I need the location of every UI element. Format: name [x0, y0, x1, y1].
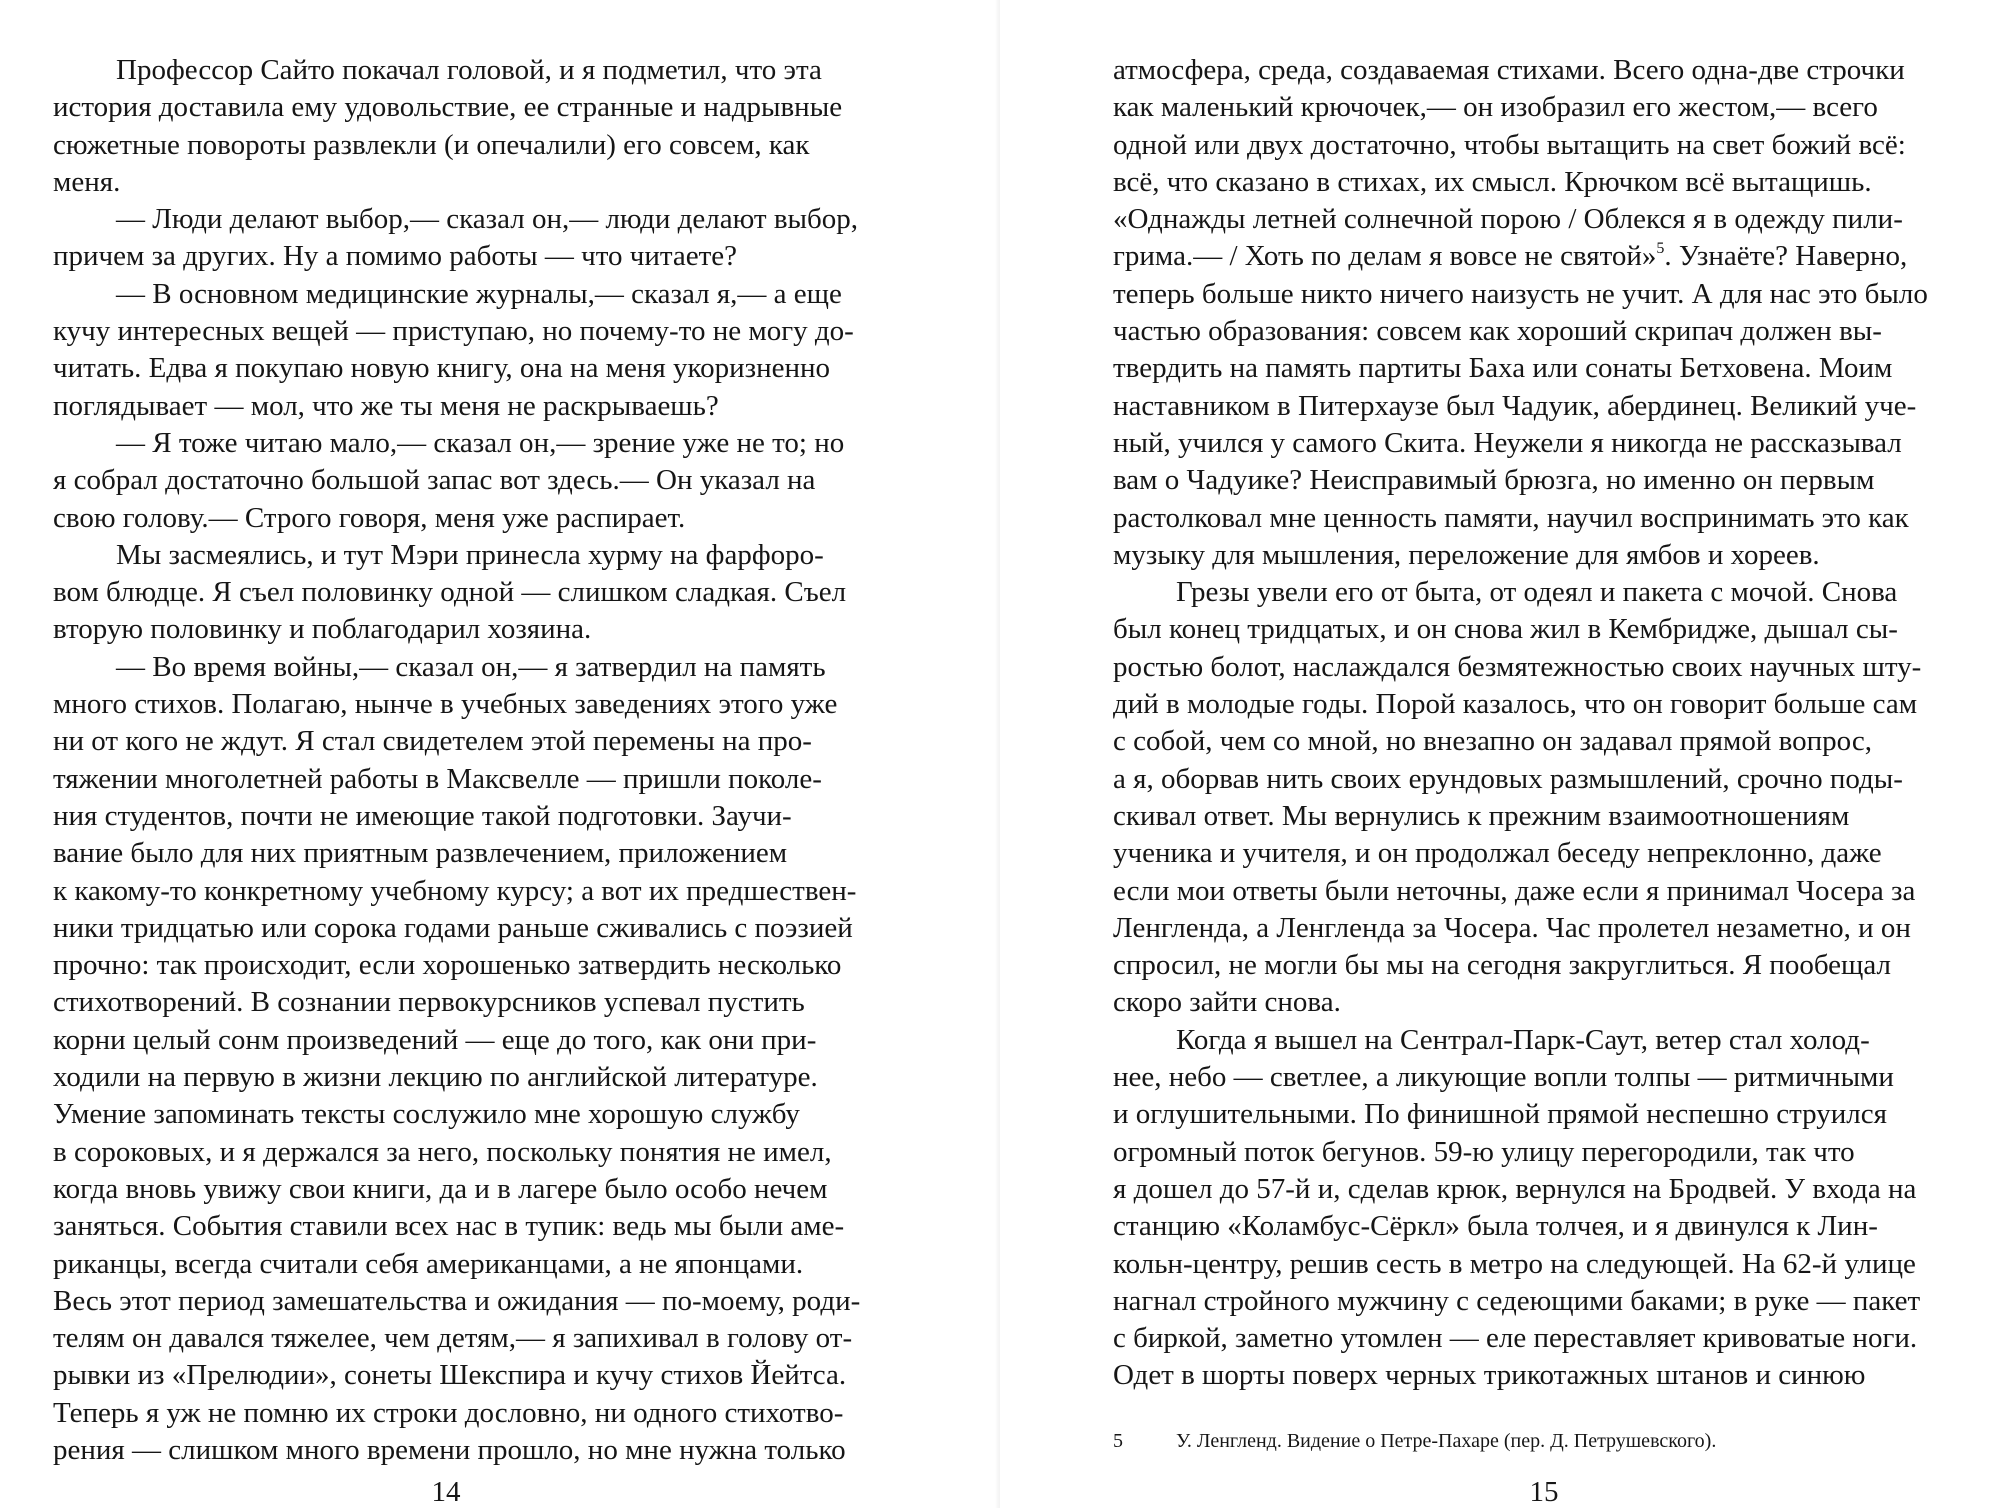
text-line: свою голову.— Строго говоря, меня уже распирает. — [53, 501, 686, 534]
text-line: Когда я вышел на Сентрал-Парк-Саут, ветер стал холод- — [1176, 1023, 1870, 1056]
text-line: заняться. События ставили всех нас в тупик: ведь мы были аме- — [53, 1210, 845, 1243]
right-page-text — [1113, 52, 1971, 1395]
text-line: наставником в Питерхаузе был Чадуик, абердинец. Великий уче- — [1113, 389, 1917, 422]
text-line: риканцы, всегда считали себя американцами, а не японцами. — [53, 1247, 804, 1280]
text-line: рывки из «Прелюдии», сонеты Шекспира и кучу стихов Йейтса. — [53, 1359, 847, 1392]
footnote-text: У. Ленгленд. Видение о Петре-Пахаре (пер. Д. Петрушевского). — [1176, 1430, 1717, 1452]
text-line: вторую половинку и поблагодарил хозяина. — [53, 613, 592, 646]
text-line: кучу интересных вещей — приступаю, но почему-то не могу до- — [53, 315, 854, 348]
text-line: сюжетные повороты развлекли (и опечалили) его совсем, как — [53, 128, 810, 161]
text-line: ники тридцатью или сорока годами раньше сживались с поэзией — [53, 911, 853, 944]
text-line: прочно: так происходит, если хорошенько затвердить несколько — [53, 949, 842, 982]
text-line: Грезы увели его от быта, от одеял и пакета с мочой. Снова — [1176, 576, 1898, 609]
text-line: ходили на первую в жизни лекцию по английской литературе. — [53, 1061, 818, 1094]
text-line: станцию «Коламбус-Сёркл» была толчея, и я двинулся к Лин- — [1113, 1210, 1878, 1243]
text-line: вание было для них приятным развлечением, приложением — [53, 837, 788, 870]
text-line: я собрал достаточно большой запас вот здесь.— Он указал на — [53, 464, 816, 497]
text-line: всё, что сказано в стихах, их смысл. Крючком всё вытащишь. — [1113, 165, 1872, 198]
text-line: теперь больше никто ничего наизусть не учит. А для нас это было — [1113, 277, 1928, 310]
text-line: Одет в шорты поверх черных трикотажных штанов и синюю — [1113, 1359, 1866, 1392]
text-line: когда вновь увижу свои книги, да и в лагере было особо нечем — [53, 1172, 828, 1205]
text-line: Ленгленда, а Ленгленда за Чосера. Час пролетел незаметно, и он — [1113, 911, 1911, 944]
text-line: одной или двух достаточно, чтобы вытащить на свет божий всё: — [1113, 128, 1906, 161]
text-line: в сороковых, и я держался за него, поскольку понятия не имел, — [53, 1135, 832, 1168]
text-line: атмосфера, среда, создаваемая стихами. Всего одна-две строчки — [1113, 54, 1905, 86]
text-line: скоро зайти снова. — [1113, 986, 1341, 1019]
text-line: читать. Едва я покупаю новую книгу, она на меня укоризненно — [53, 352, 831, 385]
text-line: если мои ответы были неточны, даже если я принимал Чосера за — [1113, 874, 1916, 907]
text-line: нагнал стройного мужчину с седеющими баками; в руке — пакет — [1113, 1284, 1921, 1317]
footnote — [1113, 1428, 1971, 1454]
text-line: спросил, не могли бы мы на сегодня закруглиться. Я пообещал — [1113, 949, 1891, 982]
text-line: ни от кого не ждут. Я стал свидетелем этой перемены на про- — [53, 725, 812, 758]
text-line: скивал ответ. Мы вернулись к прежним взаимоотношениям — [1113, 799, 1850, 832]
text-line: я дошел до 57-й и, сделав крюк, вернулся на Бродвей. У входа на — [1113, 1172, 1917, 1205]
text-line: вам о Чадуике? Неисправимый брюзга, но именно он первым — [1113, 464, 1875, 497]
text-line: причем за других. Ну а помимо работы — что читаете? — [53, 240, 738, 273]
text-line: нее, небо — светлее, а ликующие вопли толпы — ритмичными — [1113, 1061, 1894, 1094]
text-line: — В основном медицинские журналы,— сказал я,— а еще — [116, 277, 842, 310]
text-line: кольн-центру, решив сесть в метро на следующей. На 62-й улице — [1113, 1247, 1916, 1280]
text-line: как маленький крючочек,— он изобразил его жестом,— всего — [1113, 91, 1878, 124]
text-line: корни целый сонм произведений — еще до того, как они при- — [53, 1023, 817, 1056]
text-line: Теперь я уж не помню их строки дословно, ни одного стихотво- — [53, 1396, 844, 1429]
text-line: «Однажды летней солнечной порою / Облекся я в одежду пили- — [1113, 203, 1903, 236]
text-line: огромный поток бегунов. 59-ю улицу перегородили, так что — [1113, 1135, 1855, 1168]
text-line: был конец тридцатых, и он снова жил в Кембридже, дышал сы- — [1113, 613, 1898, 646]
footnote-number: 5 — [1113, 1430, 1123, 1452]
text-line: много стихов. Полагаю, нынче в учебных заведениях этого уже — [53, 688, 838, 721]
text-line: ростью болот, наслаждался безмятежностью своих научных шту- — [1113, 650, 1922, 683]
text-line: с биркой, заметно утомлен — еле переставляет кривоватые ноги. — [1113, 1322, 1918, 1355]
left-page-text — [53, 52, 911, 1469]
text-line: музыку для мышления, переложение для ямбов и хореев. — [1113, 538, 1820, 571]
text-line: — Я тоже читаю мало,— сказал он,— зрение уже не то; но — [116, 426, 845, 459]
text-line: телям он давался тяжелее, чем детям,— я запихивал в голову от- — [53, 1322, 853, 1355]
text-line-with-footnote-ref — [1113, 238, 1971, 275]
text-line: тяжении многолетней работы в Максвелле — пришли поколе- — [53, 762, 822, 795]
text-line: с собой, чем со мной, но внезапно он задавал прямой вопрос, — [1113, 725, 1872, 758]
right-page — [1000, 0, 2000, 1508]
page-number: 14 — [431, 1476, 461, 1508]
footnote-reference: 5 — [1656, 240, 1665, 258]
text-line: — Люди делают выбор,— сказал он,— люди делают выбор, — [116, 203, 859, 236]
text-line: стихотворений. В сознании первокурсников успевал пустить — [53, 986, 805, 1019]
text-line: к какому-то конкретному учебному курсу; а вот их предшествен- — [53, 874, 857, 907]
text-line: вом блюдце. Я съел половинку одной — слишком сладкая. Съел — [53, 576, 847, 609]
text-segment: . Узнаёте? Наверно, — [1664, 240, 1908, 273]
text-line: твердить на память партиты Баха или сонаты Бетховена. Моим — [1113, 352, 1893, 385]
text-line: Умение запоминать тексты сослужило мне хорошую службу — [53, 1098, 800, 1131]
text-line: и оглушительными. По финишной прямой неспешно струился — [1113, 1098, 1887, 1131]
text-line: Весь этот период замешательства и ожидания — по-моему, роди- — [53, 1284, 861, 1317]
text-line: история доставила ему удовольствие, ее странные и надрывные — [53, 91, 843, 124]
text-line: растолковал мне ценность памяти, научил воспринимать это как — [1113, 501, 1909, 534]
text-line: Мы засмеялись, и тут Мэри принесла хурму на фарфоро- — [116, 538, 824, 571]
text-line: ния студентов, почти не имеющие такой подготовки. Заучи- — [53, 799, 792, 832]
text-line: меня. — [53, 165, 121, 198]
text-line: рения — слишком много времени прошло, но мне нужна только — [53, 1433, 846, 1466]
text-line: поглядывает — мол, что же ты меня не раскрываешь? — [53, 389, 719, 422]
text-line: частью образования: совсем как хороший скрипач должен вы- — [1113, 315, 1882, 348]
text-line: Профессор Сайто покачал головой, и я подметил, что эта — [116, 54, 822, 86]
text-line: — Во время войны,— сказал он,— я затвердил на память — [116, 650, 826, 683]
text-segment: грима.— / Хоть по делам я вовсе не святой» — [1113, 240, 1657, 273]
text-line: ученика и учителя, и он продолжал беседу непреклонно, даже — [1113, 837, 1882, 870]
text-line: а я, оборвав нить своих ерундовых размышлений, срочно поды- — [1113, 762, 1903, 795]
text-line: ный, учился у самого Скита. Неужели я никогда не рассказывал — [1113, 426, 1902, 459]
text-line: дий в молодые годы. Порой казалось, что он говорит больше сам — [1113, 688, 1918, 721]
page-number: 15 — [1529, 1476, 1559, 1508]
